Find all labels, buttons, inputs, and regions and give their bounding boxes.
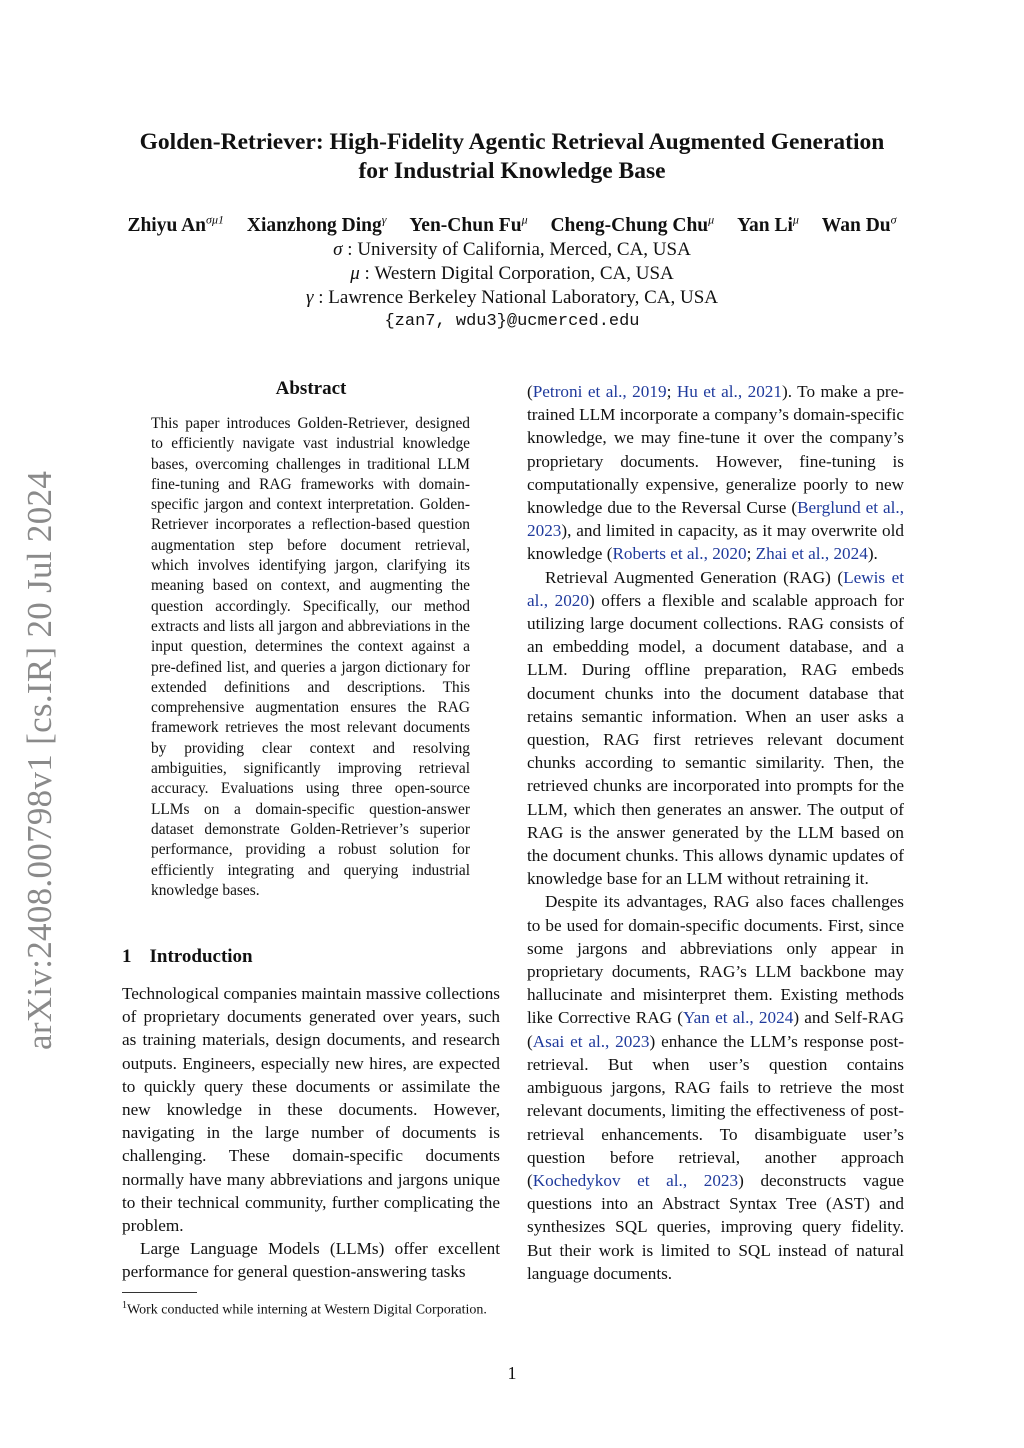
author: Yen-Chun $Fu^\mu$ bbox=[409, 212, 528, 236]
footnote-mark: 1 bbox=[122, 1300, 127, 1311]
footnote-text: Work conducted while interning at Western Digital Corporation. bbox=[127, 1302, 487, 1318]
author: Xianzhong Ding$^\gamma$ bbox=[246, 212, 387, 236]
paragraph-text: ; bbox=[666, 382, 677, 401]
affiliation: μ : Western Digital Corporation, CA, USA bbox=[350, 263, 674, 284]
paragraph bbox=[527, 380, 904, 566]
affiliations bbox=[0, 238, 1024, 334]
paragraph-text: ) offers a flexible and scalable approach for utilizing large document collections. RAG consists of an embedding model, a document database, and a LLM. During offline preparation, RAG embeds document chunks into the document database that retains semantic information. When an user asks a question, RAG first retrieves relevant document chunks according to semantic similarity. Then, the retrieved chunks are incorporated into prompts for the LLM, which then generates an answer. The output of RAG is the answer generated by the LLM based on the document chunks. This allows dynamic updates of knowledge base for an LLM without retraining it. bbox=[527, 590, 905, 889]
title-line-2: for Industrial Knowledge Base bbox=[358, 158, 666, 184]
author: Wan $Du^\sigma$ bbox=[821, 212, 897, 236]
page-number: 1 bbox=[507, 1363, 517, 1383]
paragraph: Technological companies maintain massive collections of proprietary documents generated over years, such as training materials, design documents, and research outputs. Engineers, especially new hires, are expected to quickly query these documents or assimilate the new knowledge in these documents. However, navigating in the large number of documents is challenging. These domain-specific documents normally have many abbreviations and jargons unique to their technical community, further complicating the problem. bbox=[122, 984, 500, 1236]
section-number: 1 bbox=[122, 946, 132, 967]
author: Cheng-Chung Chu$^\mu$ bbox=[550, 212, 715, 236]
section-heading bbox=[122, 946, 253, 968]
paragraph bbox=[527, 890, 904, 1284]
citation-link[interactable]: Berglund et al., 2023 bbox=[527, 498, 904, 541]
contact-email[interactable]: {zan7, wdu3}@ucmerced.edu bbox=[384, 312, 640, 331]
paragraph-text: ( bbox=[527, 382, 533, 401]
footnote-divider bbox=[122, 1292, 197, 1293]
paragraph-text: ) enhance the LLM’s response post-retrieval. But when user’s question contains ambiguous jargons, RAG fails to retrieve the most relevant documents, limiting the effectiveness of post-retrieval enhancements. To disambiguate user’s question before retrieval, another approach ( bbox=[527, 1031, 904, 1190]
affiliation: γ : Lawrence Berkeley National Laboratory, CA, USA bbox=[306, 287, 718, 308]
abstract-heading: Abstract bbox=[275, 378, 347, 399]
citation-link[interactable]: Yan et al., 2024 bbox=[682, 1008, 794, 1028]
title-line-1: Golden-Retriever: High-Fidelity Agentic Retrieval Augmented Generation bbox=[139, 129, 885, 155]
paragraph-text: Despite its advantages, RAG also faces challenges to be used for domain-specific documents. First, since some jargons and abbreviations only appear in proprietary documents, RAG’s LLM backbone may hallucinate and misinterpret them. Existing methods like Corrective RAG ( bbox=[527, 892, 904, 1028]
citation-link[interactable]: Hu et al., 2021 bbox=[676, 382, 782, 401]
paragraph-text: ). To make a pre-trained LLM incorporate a company’s domain-specific knowledge, we may fine-tune it over the company’s proprietary documents. However, fine-tuning is computationally expensive, generalize poorly to new knowledge due to the Reversal Curse ( bbox=[527, 382, 904, 518]
section-title: Introduction bbox=[149, 946, 253, 967]
paragraph-text: ) and Self-RAG ( bbox=[527, 1008, 904, 1051]
introduction-text bbox=[122, 982, 500, 1284]
abstract-body: This paper introduces Golden-Retriever, designed to efficiently navigate vast industrial knowledge bases, overcoming challenges in traditional LLM fine-tuning and RAG frameworks with domain-specific jargon and context interpretation. Golden-Retriever incorporates a reflection-based question augmentation step before document retrieval, which involves identifying jargon, clarifying its meaning based on context, and augmenting the question accordingly. Specifically, our method extracts and lists all jargon and abbreviations in the input question, determines the context against a pre-defined list, and queries a jargon dictionary for extended definitions and descriptions. This comprehensive augmentation ensures the RAG framework retrieves the most relevant documents by providing clear context and resolving ambiguities, significantly improving retrieval accuracy. Evaluations using three open-source LLMs on a domain-specific question-answer dataset demonstrate Golden-Retriever’s superior performance, providing a robust solution for efficiently integrating and querying industrial knowledge bases. bbox=[151, 415, 470, 899]
citation-link[interactable]: Asai et al., 2023 bbox=[532, 1031, 650, 1051]
arxiv-identifier-stamp: arXiv:2408.00798v1 [cs.IR] 20 Jul 2024 bbox=[20, 470, 59, 1050]
right-column-text bbox=[527, 380, 904, 1285]
paragraph-text: ) deconstructs vague questions into an Abstract Syntax Tree (AST) and synthesizes SQL queries, improving query fidelity. But their work is limited to SQL instead of natural language documents. bbox=[527, 1170, 904, 1283]
citation-link[interactable]: Zhai et al., 2024 bbox=[755, 544, 868, 564]
author: Zhiyu $An^{\sigma\mu 1}$ bbox=[127, 212, 224, 236]
citation-link[interactable]: Roberts et al., 2020 bbox=[612, 544, 747, 564]
citation-link[interactable]: Lewis et al., 2020 bbox=[527, 567, 904, 610]
paragraph-text: ), and limited in capacity, as it may overwrite old knowledge ( bbox=[527, 521, 904, 564]
paragraph: Large Language Models (LLMs) offer excellent performance for general question-answering tasks bbox=[122, 1239, 500, 1282]
paper-title bbox=[0, 128, 1024, 186]
footnote bbox=[122, 1297, 500, 1320]
paragraph bbox=[527, 566, 904, 891]
paragraph-text: ; bbox=[746, 544, 756, 564]
paragraph-text: Retrieval Augmented Generation (RAG) ( bbox=[545, 567, 844, 587]
author: Yan $Li^\mu$ bbox=[737, 212, 799, 236]
paragraph-text: ). bbox=[867, 544, 878, 564]
author-list bbox=[0, 212, 1024, 237]
affiliation: σ : University of California, Merced, CA, USA bbox=[333, 239, 691, 260]
citation-link[interactable]: Petroni et al., 2019 bbox=[532, 382, 667, 401]
citation-link[interactable]: Kochedykov et al., 2023 bbox=[532, 1170, 739, 1190]
